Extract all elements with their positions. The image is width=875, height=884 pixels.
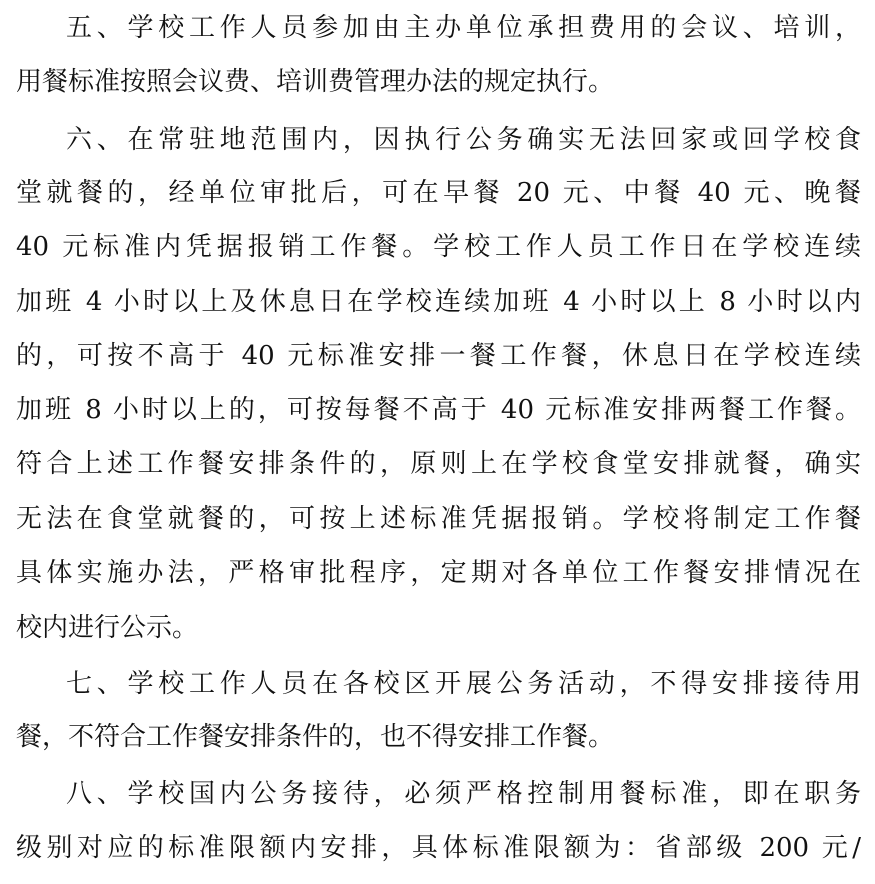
text-line: 用餐标准按照会议费、培训费管理办法的规定执行。 <box>16 67 615 97</box>
text-line: 五、学校工作人员参加由主办单位承担费用的会议、培训， <box>66 13 861 43</box>
text-line: 符合上述工作餐安排条件的，原则上在学校食堂安排就餐，确实 <box>16 449 861 479</box>
text-line: 无法在食堂就餐的，可按上述标准凭据报销。学校将制定工作餐 <box>16 504 861 534</box>
text-line: 具体实施办法，严格审批程序，定期对各单位工作餐安排情况在 <box>16 558 861 588</box>
text-line: 级别对应的标准限额内安排，具体标准限额为：省部级 200 元/ <box>16 833 861 863</box>
text-line: 堂就餐的，经单位审批后，可在早餐 20 元、中餐 40 元、晚餐 <box>16 178 861 208</box>
text-line: 加班 8 小时以上的，可按每餐不高于 40 元标准安排两餐工作餐。 <box>16 395 861 425</box>
text-line: 六、在常驻地范围内，因执行公务确实无法回家或回学校食 <box>66 125 861 155</box>
text-line: 校内进行公示。 <box>16 613 199 643</box>
text-line: 40 元标准内凭据报销工作餐。学校工作人员工作日在学校连续 <box>16 232 861 262</box>
text-line: 七、学校工作人员在各校区开展公务活动，不得安排接待用 <box>66 669 861 699</box>
text-line: 的，可按不高于 40 元标准安排一餐工作餐，休息日在学校连续 <box>16 341 861 371</box>
text-line: 餐，不符合工作餐安排条件的，也不得安排工作餐。 <box>16 722 615 752</box>
text-line: 加班 4 小时以上及休息日在学校连续加班 4 小时以上 8 小时以内 <box>16 287 861 317</box>
text-line: 八、学校国内公务接待，必须严格控制用餐标准，即在职务 <box>66 779 861 809</box>
